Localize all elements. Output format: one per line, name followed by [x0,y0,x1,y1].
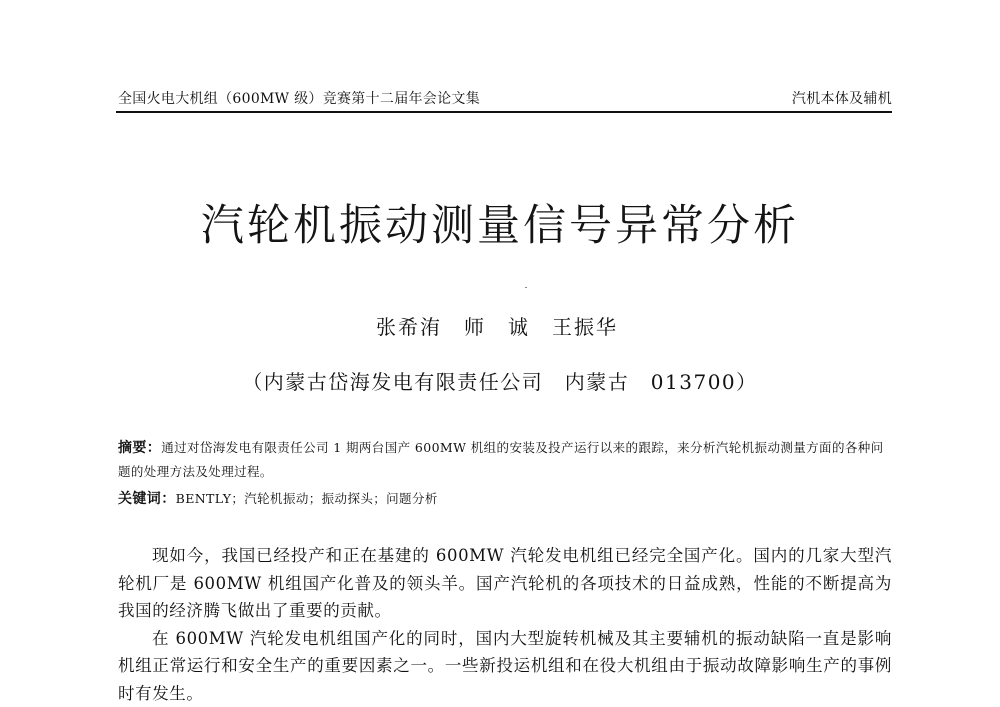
author-name: 师 诚 [464,311,530,339]
abstract-text: 通过对岱海发电有限责任公司 1 期两台国产 600MW 机组的安装及投产运行以来的跟踪，来分析汽轮机振动测量方面的各种问题的处理方法及处理过程。 [118,440,884,479]
author-list [376,311,618,339]
author-name: 王振华 [552,311,618,339]
running-header-left: 全国火电大机组（600MW 级）竞赛第十二届年会论文集 [118,88,480,108]
header-rule [116,111,892,113]
keywords [118,488,892,510]
abstract [118,436,892,484]
body-paragraph: 在 600MW 汽轮发电机组国产化的同时，国内大型旋转机械及其主要辅机的振动缺陷一直是影响机组正常运行和安全生产的重要因素之一。一些新投运机组和在役大机组由于振动故障影响生产的事例时有发生。 [118,625,892,707]
paper-title: 汽轮机振动测量信号异常分析 [0,192,1000,253]
running-header-right: 汽机本体及辅机 [792,88,892,108]
affiliation: （内蒙古岱海发电有限责任公司 内蒙古 013700） [0,366,1000,395]
body-paragraph: 现如今，我国已经投产和正在基建的 600MW 汽轮发电机组已经完全国产化。国内的几家大型汽轮机厂是 600MW 机组国产化普及的领头羊。国产汽轮机的各项技术的日益成熟，性能的不断提高为我国的经济腾飞做出了重要的贡献。 [118,542,892,625]
scan-speck [525,287,527,288]
abstract-label: 摘要： [118,440,161,456]
author-name: 张希洧 [376,311,442,339]
body-text [118,542,892,707]
keywords-text: BENTLY；汽轮机振动；振动探头；问题分析 [176,491,438,506]
keywords-label: 关键词： [118,491,176,507]
running-header [118,88,892,108]
